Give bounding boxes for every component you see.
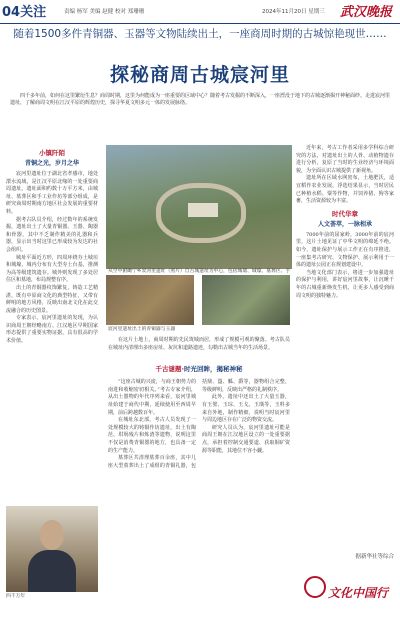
paragraph: 近年来，考古工作者采用多学科综合研究的方法，对遗址出土的人骨、动植物遗存进行分析，复原了当时的生业经济与环境面貌，为全面认识古城提供了新视角。 (296, 145, 394, 174)
paragraph: 城址平面近方形，四周环绕夯土城垣和城壕，城内分布有大型夯土台基，推测为高等级建筑遗存。城外则发现了多处居住区和墓地，布局规整有序。 (6, 254, 98, 284)
brand-text: 文化中国行 (328, 586, 389, 600)
paragraph: 此外，遗址中还出土了大量玉器，有玉璧、玉琮、玉戈、玉璜等，玉料多来自外地，制作精细，说明当时宸河里与周边地区存在广泛的物资交流。 (202, 394, 290, 424)
paragraph: 遗址所在区域水网密布，土地肥沃，适宜稻作农业发展。浮选结果显示，当时居民已种植水稻、粟等作物，并饲养猪、狗等家畜，生活资源较为丰富。 (296, 175, 394, 205)
paragraph: 在这片土地上，商周时期的先民筑城而居，形成了规模可观的聚落。考古队员在城址内清理出多座房址、灰坑和道路遗迹，勾勒出古城当年的生活场景。 (108, 337, 290, 351)
source-signature: 据新华社等综合 (355, 554, 394, 560)
paragraph: 墓葬区共清理墓葬百余座，其中几座大型墓葬出土了成组的青铜礼器，包括鼎、簋、觚、爵等，器物组合完整，等级鲜明，反映出严格的礼制秩序。 (108, 379, 290, 469)
jade-artifact-photo (202, 275, 290, 325)
page-number: 04关注 (2, 5, 47, 20)
newspaper-logo: 武汉晚报 (340, 5, 393, 20)
issue-date: 2024年11月20日 星期三 (262, 9, 325, 15)
article-subtitle: 随着1500多件青铜器、玉器等文物陆续出土，一座商周时期的古城惊艳现世…… (13, 28, 387, 40)
editor-credits: 责编 杨军 美编 赵健 校对 郑珊珊 (64, 9, 145, 15)
aerial-photo-caption: 从空中俯瞰宁乡炭河里遗址（照片）自古城遗址为中心，包括城墙、城壕、墓葬区、手 (108, 269, 291, 274)
site-hall (188, 203, 218, 217)
portrait-head (40, 520, 64, 550)
paragraph: 研究人员认为，宸河里遗址可能是商周王朝在江汉地区设立的一处重要据点，承担着控制交通要道、获取铜矿资源等职能，其地位不容小觑。 (202, 424, 290, 454)
section-heading-red: 时代华章 (332, 209, 358, 218)
paragraph: 据考古队员介绍，经过数年的系统发掘，遗址出土了大量青铜器、玉器、陶器和骨器，其中不乏制作精美的礼器和兵器，显示出当时这里已形成较为发达的社会组织。 (6, 216, 98, 253)
brand-emblem-icon (304, 576, 326, 598)
portrait-photo (6, 506, 98, 592)
middle-section-heading: 千古谜题·时光回眸，揭秘神秘 (155, 365, 243, 374)
column-brand (304, 570, 394, 620)
section-heading-blue: 青铜之光，岁月之华 (24, 160, 79, 167)
aerial-site-photo (106, 145, 292, 269)
paragraph: 出土的青铜器纹饰繁复，铸造工艺精湛，既有中原商文化的典型特征，又带有鲜明的地方风格，反映出南北文化在此交流融合的历史图景。 (6, 284, 98, 314)
paragraph: 专家表示，宸河里遗址的发现，为认识商周王朝经略南方、江汉地区早期国家形态提供了重要实物证据，具有很高的学术价值。 (6, 315, 98, 345)
section-heading-red: 小镇阡陌 (39, 149, 65, 157)
middle-column (108, 337, 290, 622)
paragraph: 在城址东北部，考古人员发现了一处规模较大的铸铜作坊遗址，出土有陶范、坩埚残片和炼渣等遗物，说明这里不仅是消费青铜器的地方，也具备一定的生产能力。 (108, 417, 196, 454)
artifact-photo-caption: 宸河里遗址出土的青铜器与玉器 (108, 327, 176, 332)
article-lead: 四千多年前，如何在这里繁衍生息？商周时期，这里为何能成为一座重要的区域中心？随着考古发掘的不断深入，一座湮没于地下的古城逐渐揭开神秘面纱。走进宸河里遗址，了解商周文明在江汉平原的辉煌历史，探寻华夏文明多元一体的发展脉络。 (10, 93, 391, 106)
paragraph: 7000年前的屈家岭，3000年前的宸河里，这片土地见证了中华文明的绵延不绝。如今，遗址保护与展示工作正在有序推进，一座集考古研究、文物保护、展示利用于一体的遗址公园正在规划建设中。 (296, 231, 394, 269)
right-column (296, 145, 394, 622)
section-heading-blue: 人文荟萃，一脉相承 (317, 220, 372, 228)
page-header (0, 0, 400, 24)
bronze-artifact-photo (106, 275, 194, 325)
article-title: 探秘商周古城宸河里 (109, 64, 290, 86)
paragraph: 宸河里遗址位于湖北省孝感市，地处澴水流域，是江汉平原北缘的一处重要商周遗址。遗址面积约数十万平方米，由城址、墓葬区和手工业作坊等部分组成，是研究商周时期南方地区社会发展的重要材料。 (6, 171, 98, 215)
portrait-body (28, 550, 76, 592)
portrait-caption: 四千万年 (6, 594, 26, 599)
middle-body (108, 379, 290, 470)
paragraph: “这座古城的兴废，与商王朝势力的南进和收缩密切相关。”考古专家介绍，从出土器物的年代序列来看，宸河里城址始建于商代中期，延续使用至西周早期，前后跨越数百年。 (108, 379, 196, 416)
paragraph: 当地文化部门表示，将进一步加强遗址的保护与利用，讲好宸河里故事，让沉睡千年的古城重新焕发生机，让更多人感受到商周文明的独特魅力。 (296, 269, 394, 299)
